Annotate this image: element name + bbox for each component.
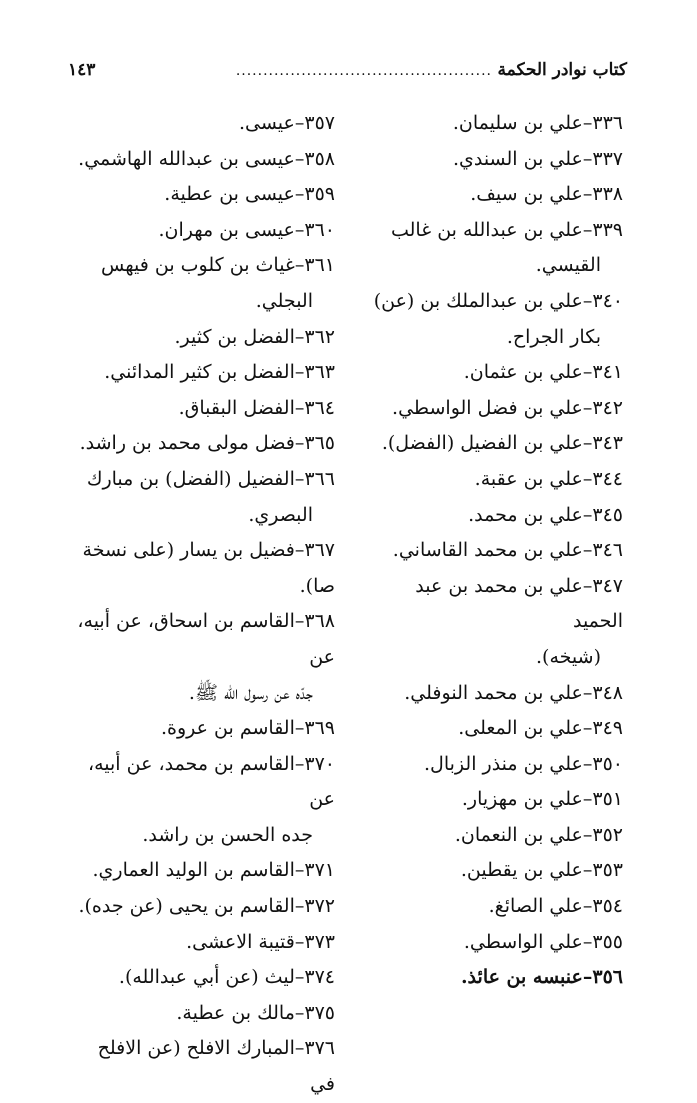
entry-continuation: القيسي. (535, 254, 601, 277)
entry-dash: – (294, 717, 305, 740)
name-entry (73, 1031, 335, 1102)
entry-continuation: البجلي. (255, 289, 313, 312)
entry-dash: – (294, 610, 305, 633)
entry-number: ٣٤٦ (592, 539, 623, 562)
entry-line (73, 106, 335, 142)
entry-number: ٣٤٢ (592, 396, 623, 419)
entry-dash: – (294, 859, 305, 882)
entry-text: فضل مولى محمد بن راشد. (79, 432, 295, 455)
name-entry (363, 177, 623, 213)
entry-line (363, 818, 623, 854)
entry-number: ٣٧٦ (304, 1037, 335, 1060)
entry-dash: – (582, 788, 593, 811)
entry-text: القاسم بن الوليد العماري. (92, 859, 295, 882)
name-entry (73, 106, 335, 142)
entry-dash: – (582, 361, 593, 384)
name-entry (363, 213, 623, 284)
entry-number: ٣٤٩ (592, 717, 623, 740)
entry-dash: – (294, 895, 305, 918)
entry-number: ٣٤٥ (592, 503, 623, 526)
name-entry (363, 925, 623, 961)
entry-line (363, 426, 623, 462)
entry-dash: – (582, 432, 593, 455)
entry-dash: – (294, 467, 305, 490)
entry-text: علي بن محمد النوفلي. (404, 681, 583, 704)
entry-dash: – (582, 966, 593, 989)
entry-number: ٣٦٢ (304, 325, 335, 348)
entry-line (363, 106, 623, 142)
header-leader-dots: ............................................... (235, 63, 492, 79)
entry-dash: – (582, 183, 593, 206)
entry-text: مالك بن عطية. (176, 1001, 295, 1024)
entry-number: ٣٣٨ (592, 183, 623, 206)
entry-line (73, 853, 335, 889)
entry-line (363, 498, 623, 534)
entry-dash: – (294, 325, 305, 348)
entry-line (363, 213, 623, 249)
entry-number: ٣٤١ (592, 361, 623, 384)
entry-number: ٣٦٦ (304, 467, 335, 490)
entry-line (73, 604, 335, 675)
entry-number: ٣٧٢ (304, 895, 335, 918)
entry-text: علي بن النعمان. (454, 823, 583, 846)
entry-text: علي بن عبدالملك بن (عن) (373, 289, 583, 312)
name-entry (363, 853, 623, 889)
entry-dash: – (582, 717, 593, 740)
entry-continuation: (شيخه). (536, 645, 601, 668)
entry-text: علي بن سيف. (470, 183, 583, 206)
name-entry (363, 960, 623, 996)
right-column (363, 106, 623, 996)
entry-number: ٣٤٠ (592, 289, 623, 312)
entry-line (363, 711, 623, 747)
entry-number: ٣٦٩ (304, 717, 335, 740)
name-entry (73, 889, 335, 925)
entry-line (73, 1031, 335, 1102)
entry-number: ٣٦١ (304, 254, 335, 277)
name-entry (363, 711, 623, 747)
book-title: كتاب نوادر الحكمة (497, 60, 627, 80)
entry-continuation: البصري. (248, 503, 313, 526)
name-entry (73, 711, 335, 747)
name-entry (73, 853, 335, 889)
entry-dash: – (582, 503, 593, 526)
entry-dash: – (582, 289, 593, 312)
entry-text: القاسم بن يحيى (عن جده). (78, 895, 295, 918)
name-entry (363, 462, 623, 498)
name-entry (363, 142, 623, 178)
entry-line (73, 960, 335, 996)
entry-text: علي بن عبدالله بن غالب (390, 218, 583, 241)
entry-number: ٣٧٥ (304, 1001, 335, 1024)
entry-dash: – (294, 432, 305, 455)
name-entry (73, 925, 335, 961)
entry-number: ٣٥٣ (592, 859, 623, 882)
entry-line (363, 676, 623, 712)
name-entry (73, 604, 335, 711)
entry-line (73, 533, 335, 604)
entry-text: الفضيل (الفضل) بن مبارك (86, 467, 295, 490)
entry-number: ٣٥٥ (592, 930, 623, 953)
entry-line (73, 355, 335, 391)
entry-dash: – (582, 467, 593, 490)
entry-text: علي بن محمد القاساني. (392, 539, 583, 562)
entry-text: عيسى بن عبدالله الهاشمي. (78, 147, 295, 170)
entry-number: ٣٣٧ (592, 147, 623, 170)
entry-text: عنبسه بن عائذ. (460, 966, 583, 989)
name-entry (363, 818, 623, 854)
entry-line (73, 711, 335, 747)
entry-dash: – (582, 752, 593, 775)
entry-text: المبارك الافلح (عن الافلح في (97, 1037, 335, 1096)
entry-dash: – (294, 752, 305, 775)
name-entry (73, 391, 335, 427)
name-entry (363, 569, 623, 676)
entry-dash: – (582, 112, 593, 134)
entry-number: ٣٥٤ (592, 895, 623, 918)
entry-number: ٣٥١ (592, 788, 623, 811)
entry-line (73, 889, 335, 925)
entry-number: ٣٦٣ (304, 361, 335, 384)
entry-dash: – (582, 539, 593, 562)
entry-line (363, 747, 623, 783)
entry-dash: – (294, 361, 305, 384)
entry-text: علي الواسطي. (463, 930, 583, 953)
entry-line (73, 248, 335, 284)
name-entry (73, 320, 335, 356)
name-entry (73, 747, 335, 854)
entry-dash: – (294, 183, 305, 206)
name-entry (363, 676, 623, 712)
name-entry (363, 426, 623, 462)
entry-line (73, 177, 335, 213)
entry-number: ٣٥٩ (304, 183, 335, 206)
name-entry (73, 996, 335, 1032)
entry-dash: – (294, 218, 305, 241)
entry-number: ٣٦٨ (304, 610, 335, 633)
left-column (73, 106, 335, 1103)
entry-dash: – (582, 895, 593, 918)
name-entry (73, 533, 335, 604)
entry-text: عيسى. (238, 112, 295, 134)
entry-text: علي بن السندي. (452, 147, 583, 170)
entry-dash: – (582, 681, 593, 704)
entry-text: القاسم بن محمد، عن أبيه، عن (87, 752, 335, 811)
entry-line (73, 462, 335, 498)
entry-text: قتيبة الاعشى. (186, 930, 295, 953)
entry-dash: – (582, 823, 593, 846)
entry-text: علي بن محمد بن عبد الحميد (415, 574, 623, 633)
entry-number: ٣٧٤ (304, 966, 335, 989)
entry-number: ٣٥٠ (592, 752, 623, 775)
entry-dash: – (294, 1001, 305, 1024)
name-entry (73, 960, 335, 996)
entry-line (363, 533, 623, 569)
name-entry (363, 284, 623, 355)
entry-number: ٣٧١ (304, 859, 335, 882)
entry-text: علي بن مهزيار. (461, 788, 583, 811)
entry-number: ٣٦٧ (304, 539, 335, 562)
name-entry (73, 462, 335, 533)
entry-line (363, 355, 623, 391)
entry-line (363, 284, 623, 320)
entry-dash: – (294, 112, 305, 134)
entry-number: ٣٣٦ (592, 112, 623, 134)
entry-text: علي بن عقبة. (474, 467, 583, 490)
entry-text: علي بن سليمان. (452, 112, 583, 134)
entry-text: الفضل بن كثير. (174, 325, 295, 348)
entry-text: علي بن يقطين. (460, 859, 583, 882)
name-entry (73, 248, 335, 319)
entry-number: ٣٤٣ (592, 432, 623, 455)
entry-line (363, 142, 623, 178)
entry-text: فضيل بن يسار (على نسخة صا). (82, 539, 335, 597)
entry-number: ٣٦٥ (304, 432, 335, 455)
entry-text: علي بن عثمان. (463, 361, 583, 384)
entry-dash: – (294, 147, 305, 170)
entry-line (363, 782, 623, 818)
entry-dash: – (582, 859, 593, 882)
entry-number: ٣٧٣ (304, 930, 335, 953)
entry-number: ٣٥٧ (304, 112, 335, 134)
entry-text: غياث بن كلوب بن فيهس (101, 254, 295, 277)
entry-line (73, 426, 335, 462)
page-header (68, 60, 627, 88)
entry-line (363, 462, 623, 498)
entry-line (73, 142, 335, 178)
name-entry (363, 782, 623, 818)
entry-text: القاسم بن عروة. (161, 717, 295, 740)
name-entry (363, 889, 623, 925)
entry-line (73, 391, 335, 427)
name-entry (363, 355, 623, 391)
entry-line (363, 960, 623, 996)
entry-number: ٣٤٤ (592, 467, 623, 490)
entry-text: الفضل بن كثير المدائني. (104, 361, 295, 384)
entry-number: ٣٣٩ (592, 218, 623, 241)
entry-continuation: بكار الجراح. (506, 325, 601, 348)
entry-line (73, 213, 335, 249)
page-number: ١٤٣ (68, 60, 96, 80)
entry-text: علي بن محمد. (468, 503, 583, 526)
entry-line (73, 747, 335, 818)
name-entry (73, 426, 335, 462)
entry-number: ٣٥٢ (592, 823, 623, 846)
name-entry (73, 177, 335, 213)
entry-continuation: جدّه عن رسول الله ﷺ. (188, 681, 313, 704)
entry-continuation: جده الحسن بن راشد. (142, 823, 313, 846)
entry-line (363, 925, 623, 961)
entry-dash: – (582, 930, 593, 953)
entry-number: ٣٦٤ (304, 396, 335, 419)
entry-number: ٣٥٦ (592, 966, 623, 989)
name-entry (363, 498, 623, 534)
entry-dash: – (294, 966, 305, 989)
entry-dash: – (294, 396, 305, 419)
entry-text: عيسى بن مهران. (158, 218, 295, 241)
entry-number: ٣٤٧ (592, 574, 623, 597)
name-entry (363, 391, 623, 427)
entry-text: القاسم بن اسحاق، عن أبيه، عن (77, 610, 335, 668)
name-entry (363, 747, 623, 783)
entry-dash: – (294, 1037, 305, 1060)
entry-line (73, 925, 335, 961)
entry-dash: – (582, 147, 593, 170)
entry-line (363, 889, 623, 925)
entry-dash: – (294, 930, 305, 953)
entry-text: علي بن المعلى. (458, 717, 583, 740)
entry-text: عيسى بن عطية. (164, 183, 295, 206)
entry-line (73, 320, 335, 356)
entry-dash: – (582, 396, 593, 419)
entry-number: ٣٦٠ (304, 218, 335, 241)
entry-text: علي بن الفضيل (الفضل). (381, 432, 583, 455)
entry-line (363, 853, 623, 889)
entry-dash: – (294, 254, 305, 277)
name-entry (363, 533, 623, 569)
entry-line (363, 569, 623, 640)
entry-line (363, 177, 623, 213)
entry-number: ٣٥٨ (304, 147, 335, 170)
entry-line (73, 996, 335, 1032)
name-entry (363, 106, 623, 142)
entry-dash: – (582, 218, 593, 241)
entry-text: الفضل البقباق. (178, 396, 295, 419)
entry-text: علي الصائغ. (488, 895, 583, 918)
entry-number: ٣٧٠ (304, 752, 335, 775)
name-entry (73, 142, 335, 178)
entry-text: علي بن منذر الزبال. (424, 752, 583, 775)
entry-line (363, 391, 623, 427)
name-entry (73, 213, 335, 249)
name-entry (73, 355, 335, 391)
entry-dash: – (582, 574, 593, 597)
entry-text: علي بن فضل الواسطي. (392, 396, 583, 419)
entry-text: ليث (عن أبي عبدالله). (118, 966, 295, 989)
entry-dash: – (294, 539, 305, 562)
entry-number: ٣٤٨ (592, 681, 623, 704)
